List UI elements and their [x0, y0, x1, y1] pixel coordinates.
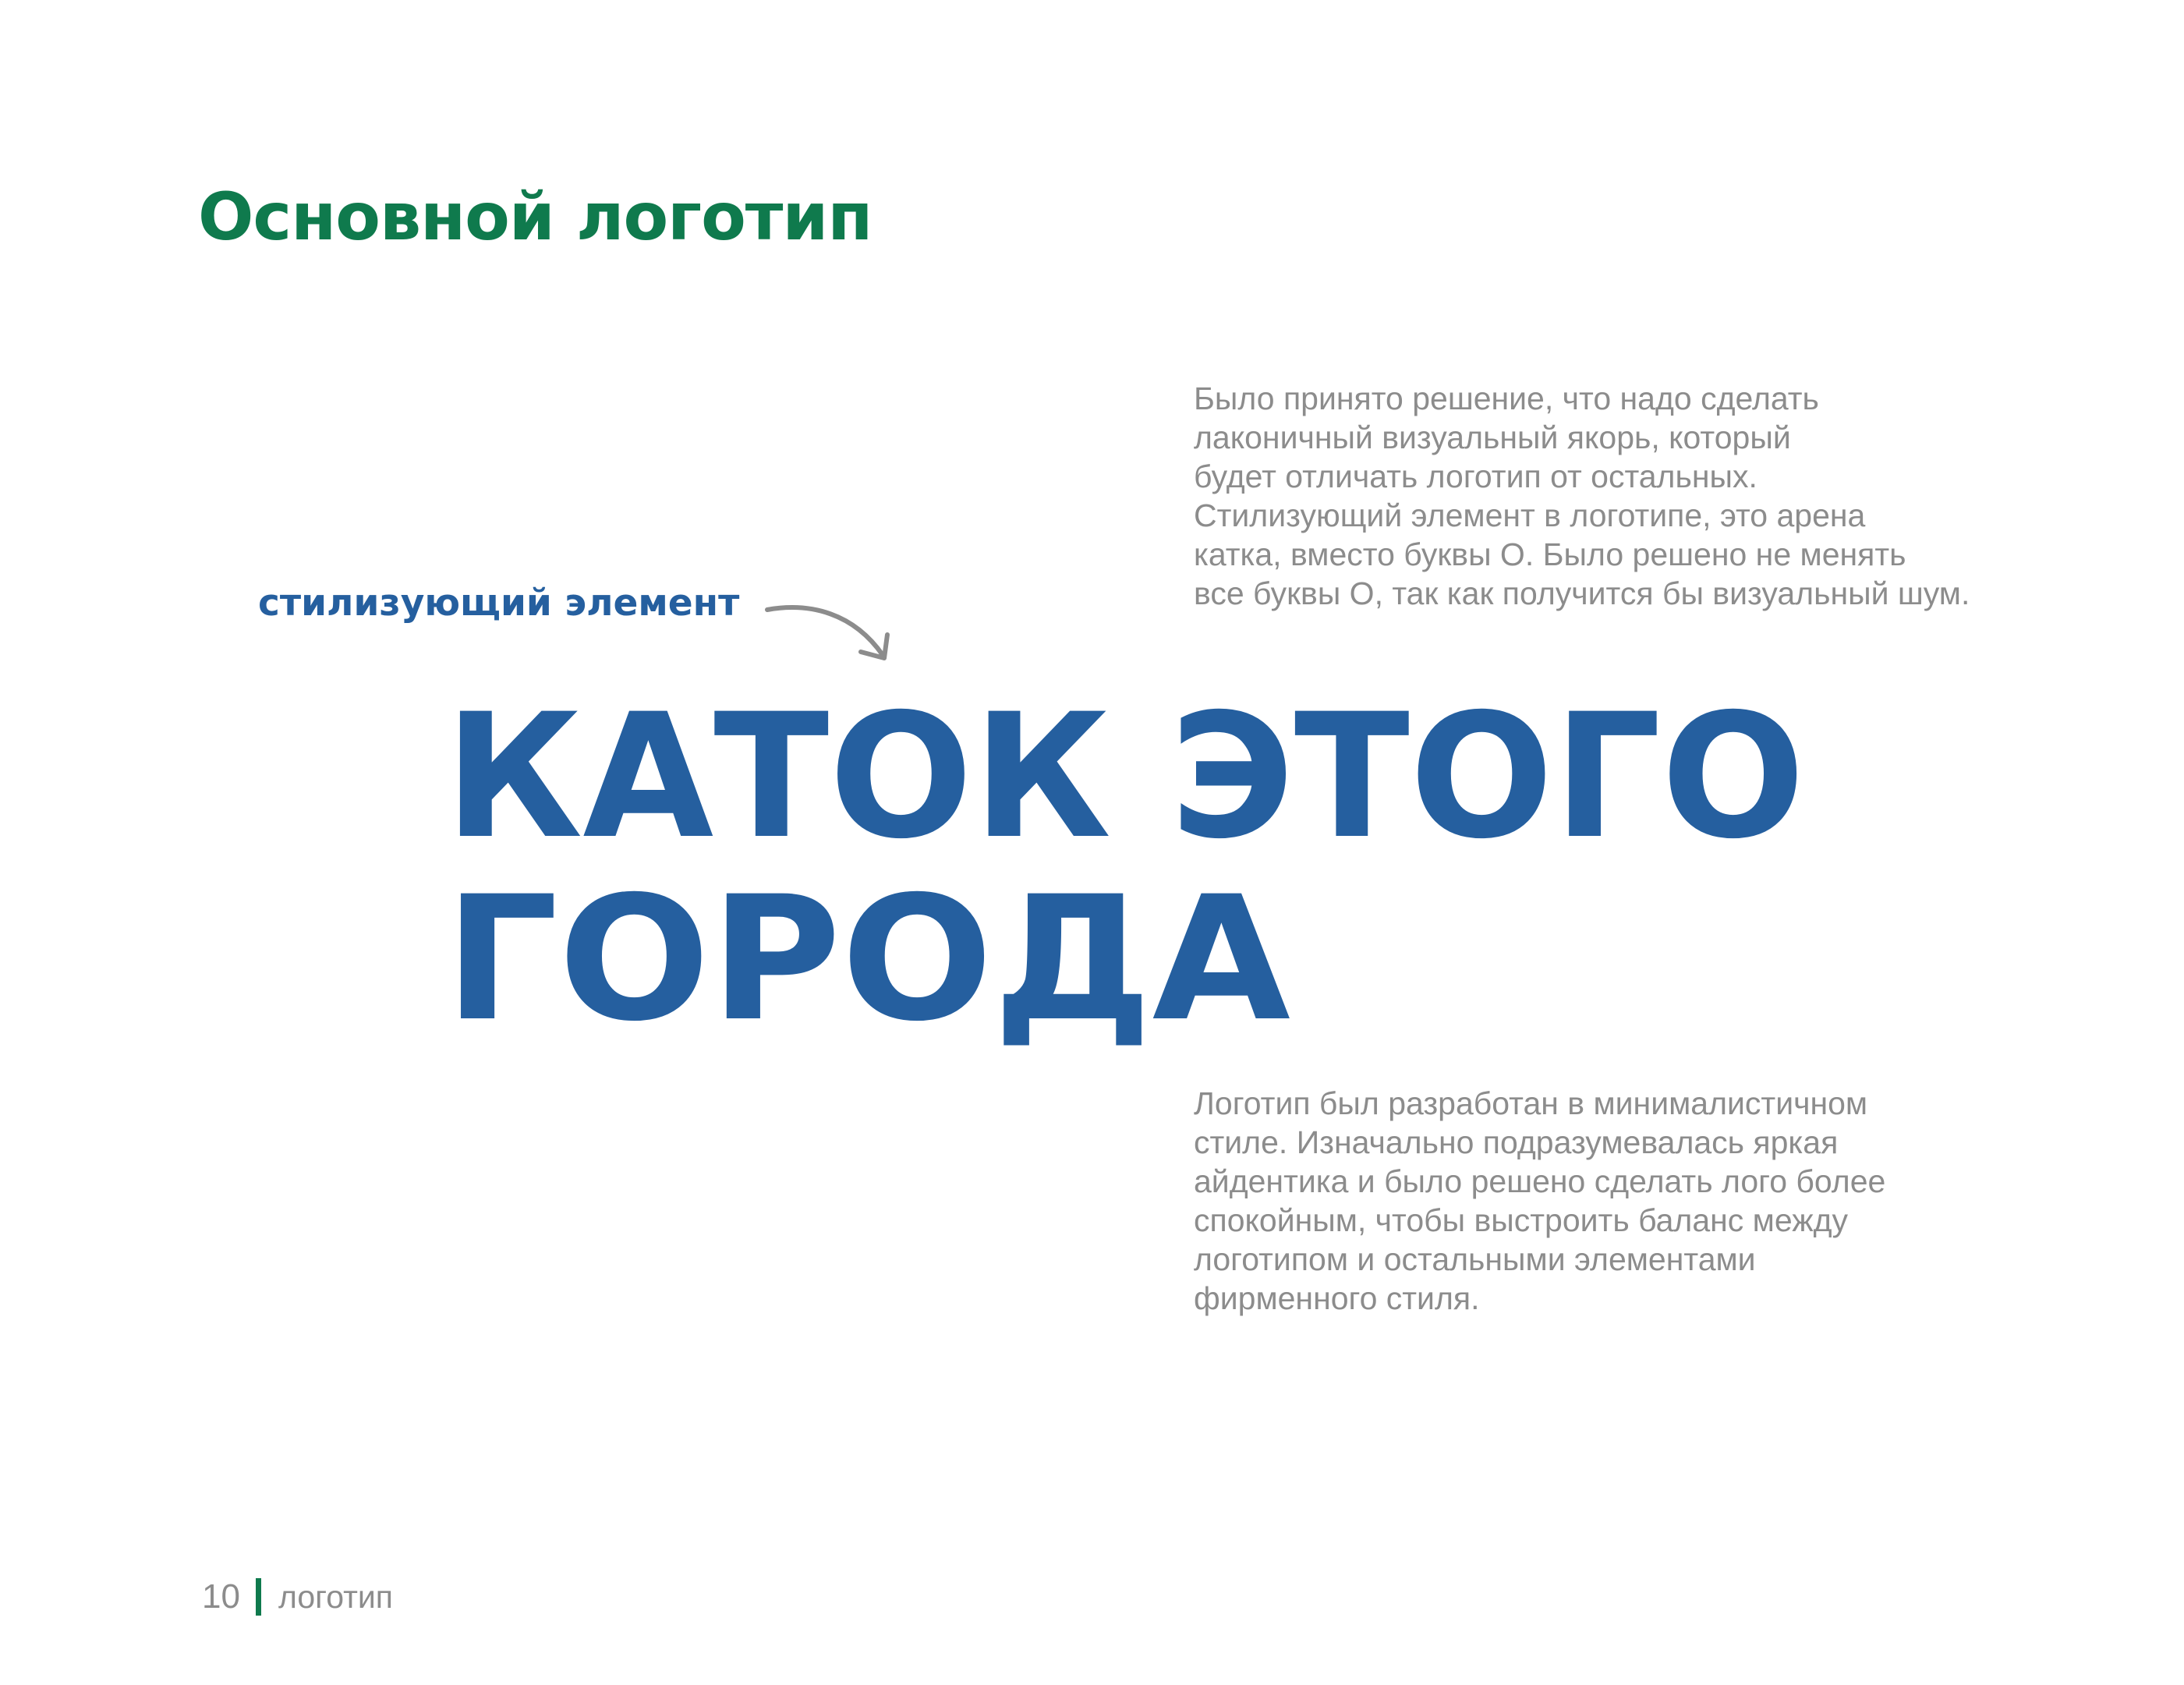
description-bottom: Логотип был разработан в минималистичном стиле. Изначально подразумевалась яркая айдентика и было решено сделать лого более спокойным, чтобы выстроить баланс между логотипом и остальными элементами фирменного стиля.: [1194, 1085, 1886, 1316]
page-number: 10: [202, 1577, 240, 1616]
stylizing-element-label: стилизующий элемент: [258, 582, 740, 625]
page-title: Основной логотип: [198, 179, 873, 255]
description-top: Было принято решение, что надо сделать лаконичный визуальный якорь, который будет отличать логотип от остальных. Стилизующий элемент в логотипе, это арена катка, вместо буквы О. Было решено не менять все буквы О, так как получится бы визуальный шум.: [1194, 381, 1970, 611]
curved-arrow-icon: [764, 594, 897, 672]
footer-divider: [256, 1578, 261, 1616]
section-label: логотип: [278, 1578, 393, 1615]
logo-line-2: ГОРОДА: [444, 859, 1290, 1051]
main-logo: [444, 692, 1832, 1051]
page-footer: [202, 1575, 393, 1619]
logo-line-1: КАТОК ЭТОГО: [444, 692, 1805, 876]
